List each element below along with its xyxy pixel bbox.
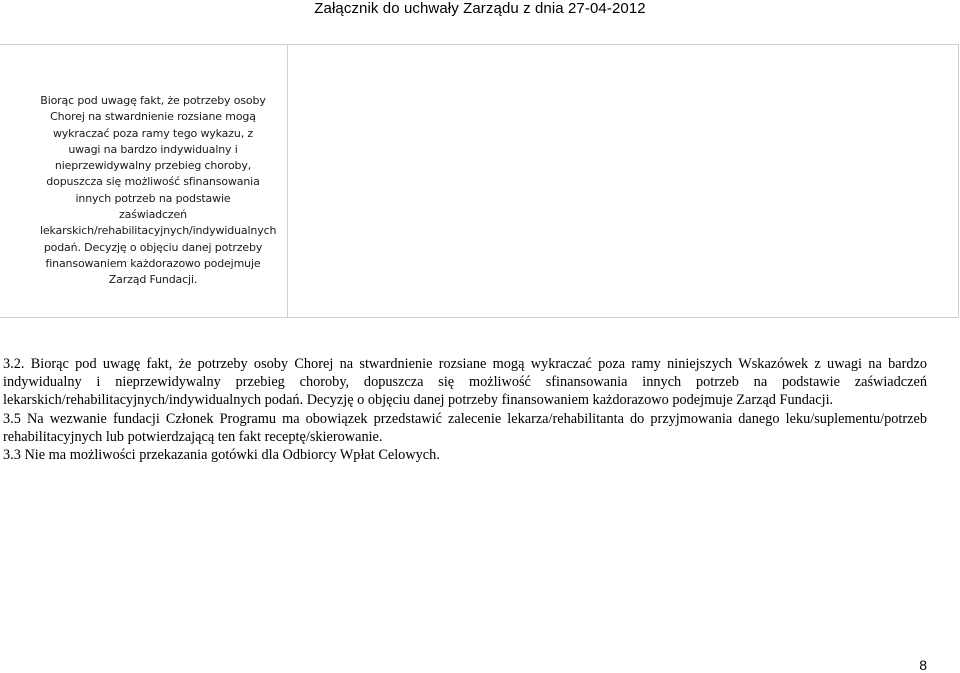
page-number: 8 [919,657,927,673]
section-3-2: 3.2. Biorąc pod uwagę fakt, że potrzeby osoby Chorej na stwardnienie rozsiane mogą wykraczać poza ramy niniejszych Wskazówek z uwagi na bardzo indywidualny i nieprzewidywalny przebieg choroby, dopuszcza się możliwość sfinansowania innych potrzeb na podstawie zaświadczeń lekarskich/rehabilitacyjnych/indywidualnych podań. Decyzję o objęciu danej potrzeby finansowaniem każdorazowo podejmuje Zarząd Fundacji. [3,356,927,409]
table-cell-text: Biorąc pod uwagę fakt, że potrzeby osoby Chorej na stwardnienie rozsiane mogą wykraczać poza ramy tego wykazu, z uwagi na bardzo indywidualny i nieprzewidywalny przebieg choroby, dopuszcza się możliwość sfinansowania innych potrzeb na podstawie zaświadczeń lekarskich/rehabilitacyjnych/indywidualnych podań. Decyzję o objęciu danej potrzeby finansowaniem każdorazowo podejmuje Zarząd Fundacji. [40,94,277,287]
table-row [0,44,959,318]
document-body [3,355,927,464]
table-column-divider [287,45,288,317]
page-header-title: Załącznik do uchwały Zarządu z dnia 27-04-2012 [314,0,646,17]
section-3-5: 3.5 Na wezwanie fundacji Członek Programu ma obowiązek przedstawić zalecenie lekarza/rehabilitanta do przyjmowania danego leku/suplementu/potrzeb rehabilitacyjnych lub potwierdzającą ten fakt receptę/skierowanie. [3,410,927,445]
section-3-3: 3.3 Nie ma możliwości przekazania gotówki dla Odbiorcy Wpłat Celowych. [3,447,440,464]
